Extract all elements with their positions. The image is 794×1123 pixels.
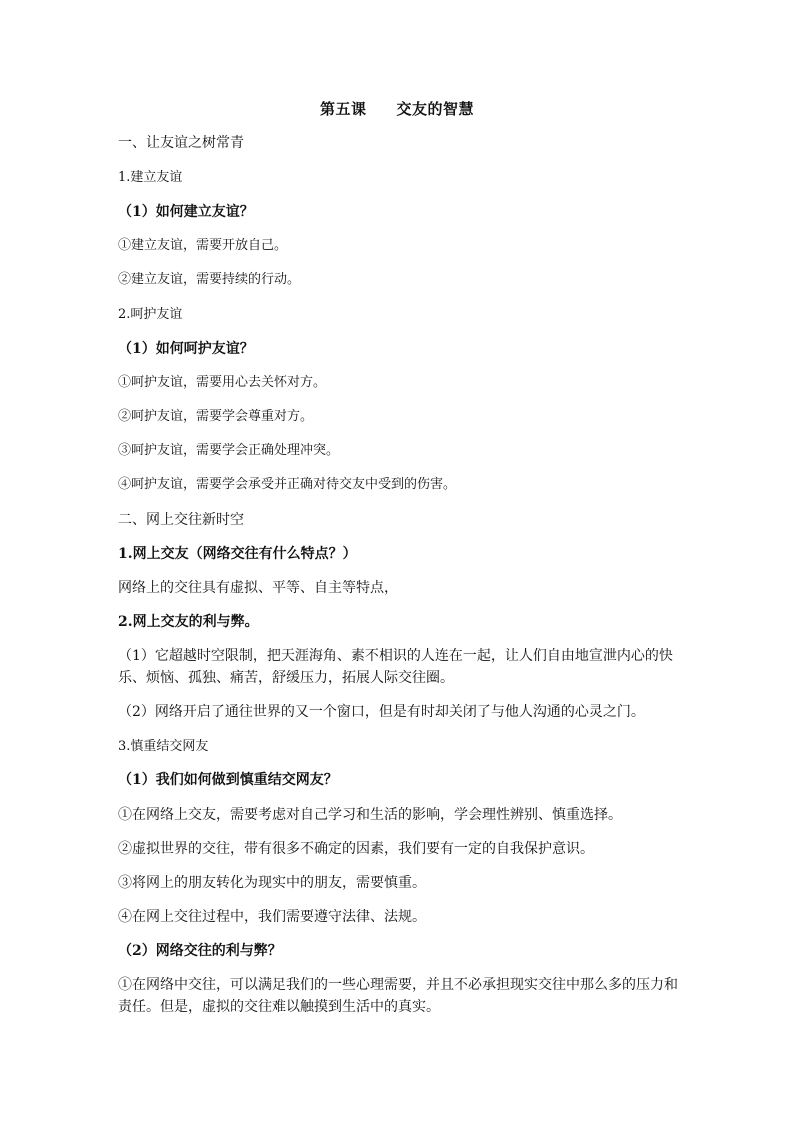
subsection-heading: 3.慎重结交网友: [118, 739, 209, 754]
question-heading: （2）网络交往的利与弊？: [118, 943, 282, 959]
answer-item: ①建立友谊，需要开放自己。: [118, 238, 288, 253]
question-heading: （1）如何呵护友谊？: [118, 341, 254, 357]
answer-item: ④在网上交往过程中，我们需要遵守法律、法规。: [118, 909, 426, 925]
answer-item: ①呵护友谊，需要用心去关怀对方。: [118, 375, 327, 390]
question-heading: （1）如何建立友谊？: [118, 204, 254, 220]
answer-paragraph: （1）它超越时空限制，把天涯海角、素不相识的人连在一起，让人们自由地宣泄内心的快乐、烦恼、孤独、痛苦，舒缓压力，拓展人际交往圈。: [118, 648, 673, 686]
answer-item: ②呵护友谊，需要学会尊重对方。: [118, 409, 314, 424]
answer-item: 网络上的交往具有虚拟、平等、自主等特点，: [118, 580, 398, 596]
answer-item: ②建立友谊，需要持续的行动。: [118, 272, 301, 287]
answer-item: ③将网上的朋友转化为现实中的朋友，需要慎重。: [118, 875, 426, 891]
section-heading: 一、让友谊之树常青: [118, 135, 244, 151]
lesson-title: 交友的智慧: [396, 100, 475, 118]
subsection-heading: 1.建立友谊: [118, 170, 183, 185]
answer-paragraph: ①在网络中交往，可以满足我们的一些心理需要，并且不必承担现实交往中那么多的压力和责任。但是，虚拟的交往难以触摸到生活中的真实。: [118, 977, 678, 1015]
answer-item: ④呵护友谊，需要学会承受并正确对待交友中受到的伤害。: [118, 477, 457, 492]
question-heading: （1）我们如何做到慎重结交网友？: [118, 772, 338, 788]
answer-item: ③呵护友谊，需要学会正确处理冲突。: [118, 443, 340, 458]
answer-item: ②虚拟世界的交往，带有很多不确定的因素，我们要有一定的自我保护意识。: [118, 841, 594, 857]
subsection-heading: 2.呵护友谊: [118, 307, 183, 322]
answer-item: （2）网络开启了通往世界的又一个窗口，但是有时却关闭了与他人沟通的心灵之门。: [118, 704, 645, 720]
answer-item: ①在网络上交友，需要考虑对自己学习和生活的影响，学会理性辨别、慎重选择。: [118, 807, 622, 823]
page-title: [0, 98, 794, 119]
subsection-heading: 2.网上交友的利与弊。: [118, 614, 259, 630]
subsection-heading: 1.网上交友（网络交往有什么特点？）: [118, 546, 357, 562]
section-heading: 二、网上交往新时空: [118, 512, 244, 528]
lesson-number: 第五课: [319, 100, 367, 118]
